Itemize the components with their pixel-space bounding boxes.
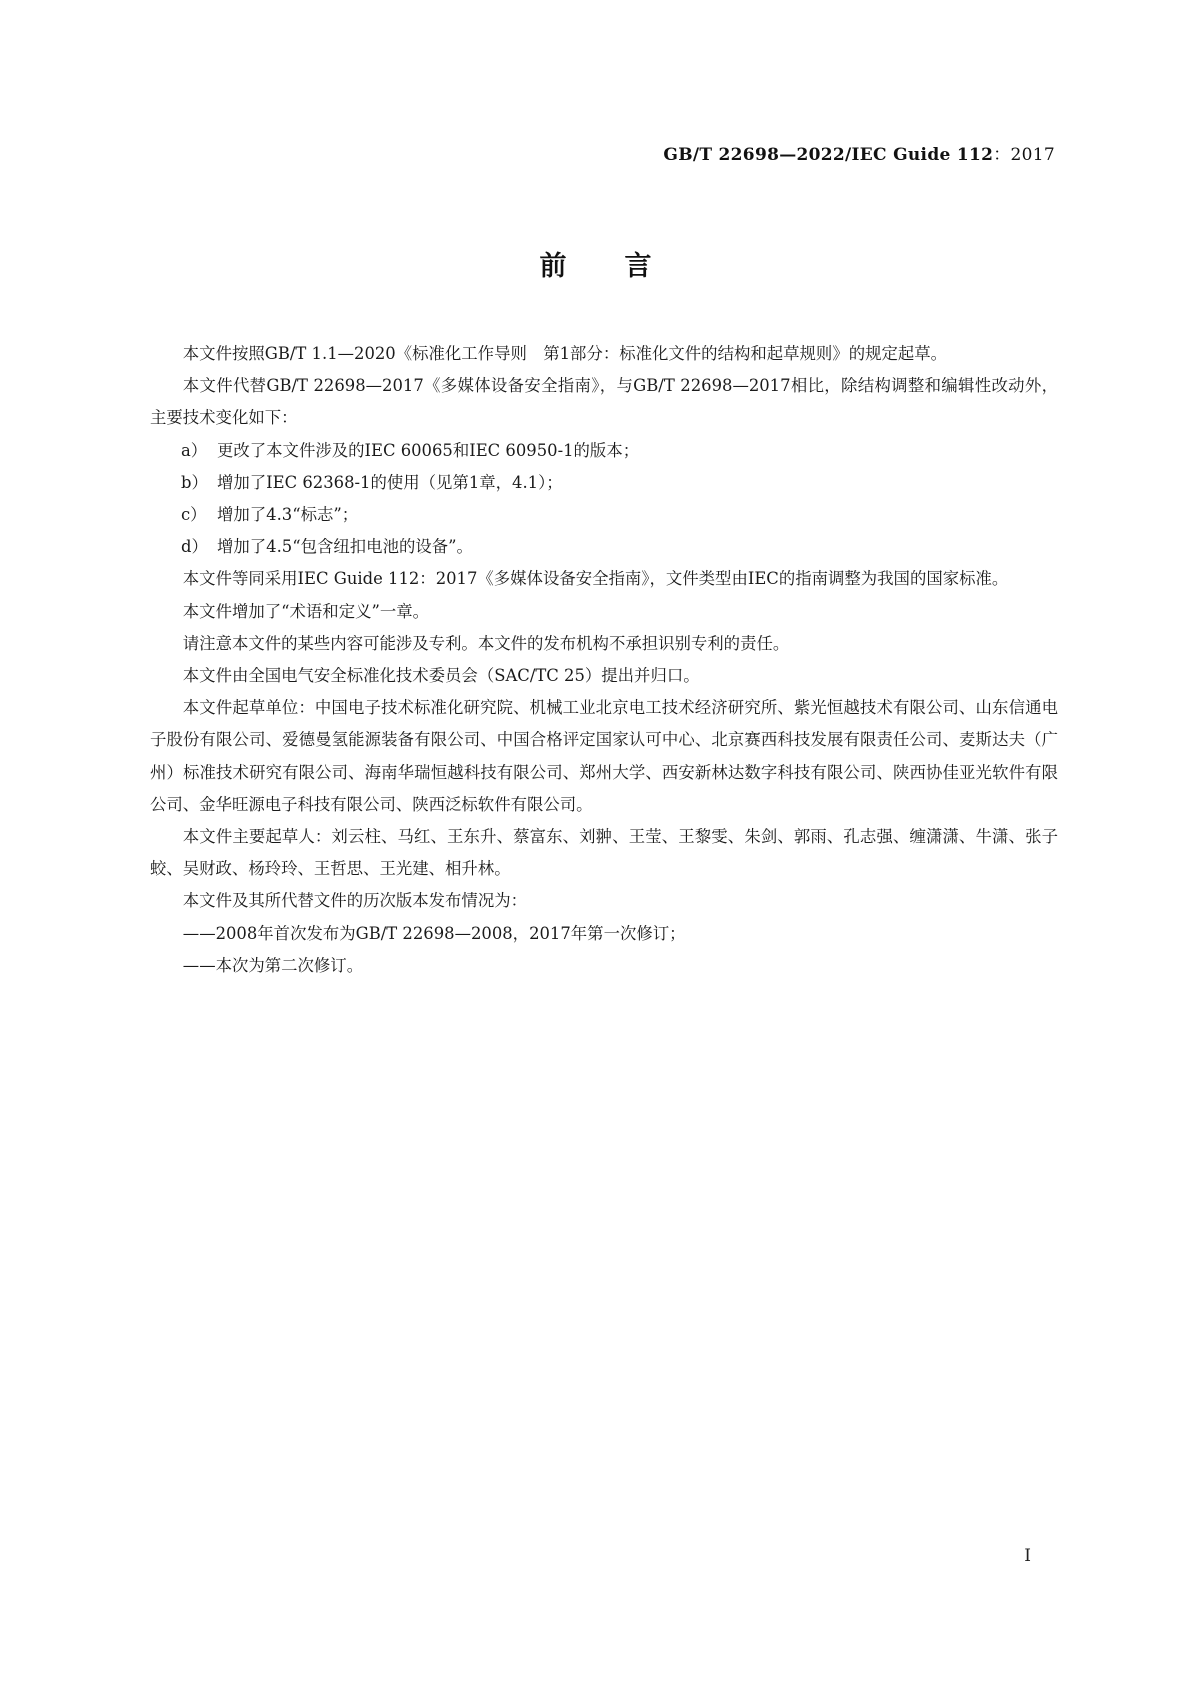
list-item bbox=[150, 499, 1058, 531]
paragraph-drafters: 本文件主要起草人：刘云柱、马红、王东升、蔡富东、刘翀、王莹、王黎雯、朱剑、郭雨、孔志强、缠潇潇、牛潇、张子蛟、吴财政、杨玲玲、王哲思、王光建、相升林。 bbox=[150, 827, 1058, 879]
list-item-text: 增加了IEC 62368-1的使用（见第1章，4.1）； bbox=[217, 472, 563, 492]
foreword-body bbox=[150, 338, 1058, 982]
standard-year: ：2017 bbox=[993, 145, 1055, 165]
history-item: ——本次为第二次修订。 bbox=[182, 955, 364, 975]
history-item: ——2008年首次发布为GB/T 22698—2008，2017年第一次修订； bbox=[182, 923, 686, 943]
list-item-text: 增加了4.3“标志”； bbox=[217, 505, 359, 525]
list-item bbox=[150, 467, 1058, 499]
standard-code: GB/T 22698—2022/IEC Guide 112 bbox=[663, 145, 994, 165]
paragraph-terms-added: 本文件增加了“术语和定义”一章。 bbox=[182, 601, 430, 621]
list-item-label: b） bbox=[181, 472, 208, 492]
page-number: I bbox=[1024, 1546, 1031, 1566]
page-title: 前言 bbox=[539, 251, 710, 282]
paragraph-drafting-units: 本文件起草单位：中国电子技术标准化研究院、机械工业北京电工技术经济研究所、紫光恒越技术有限公司、山东信通电子股份有限公司、爱德曼氢能源装备有限公司、中国合格评定国家认可中心、北京赛西科技发展有限责任公司、麦斯达夫（广州）标准技术研究有限公司、海南华瑞恒越科技有限公司、郑州大学、西安新林达数字科技有限公司、陕西协佳亚光软件有限公司、金华旺源电子科技有限公司、陕西泛标软件有限公司。 bbox=[150, 698, 1058, 814]
paragraph-proposed-by: 本文件由全国电气安全标准化技术委员会（SAC/TC 25）提出并归口。 bbox=[182, 666, 700, 686]
paragraph-history-intro: 本文件及其所代替文件的历次版本发布情况为： bbox=[182, 891, 527, 911]
list-item-label: d） bbox=[181, 537, 208, 557]
paragraph-adoption: 本文件等同采用IEC Guide 112：2017《多媒体设备安全指南》，文件类型由IEC的指南调整为我国的国家标准。 bbox=[182, 569, 1009, 589]
list-item bbox=[150, 435, 1058, 467]
list-item-label: a） bbox=[181, 440, 208, 460]
list-item-text: 更改了本文件涉及的IEC 60065和IEC 60950-1的版本； bbox=[217, 440, 640, 460]
paragraph-patent-notice: 请注意本文件的某些内容可能涉及专利。本文件的发布机构不承担识别专利的责任。 bbox=[182, 633, 790, 653]
list-item bbox=[150, 531, 1058, 563]
list-item-label: c） bbox=[181, 505, 207, 525]
paragraph-replacement: 本文件代替GB/T 22698—2017《多媒体设备安全指南》，与GB/T 22698—2017相比，除结构调整和编辑性改动外，主要技术变化如下： bbox=[150, 376, 1058, 428]
paragraph-drafting-rules: 本文件按照GB/T 1.1—2020《标准化工作导则 第1部分：标准化文件的结构和起草规则》的规定起草。 bbox=[182, 344, 948, 363]
standard-number-header bbox=[663, 140, 1055, 165]
list-item-text: 增加了4.5“包含纽扣电池的设备”。 bbox=[217, 537, 473, 557]
